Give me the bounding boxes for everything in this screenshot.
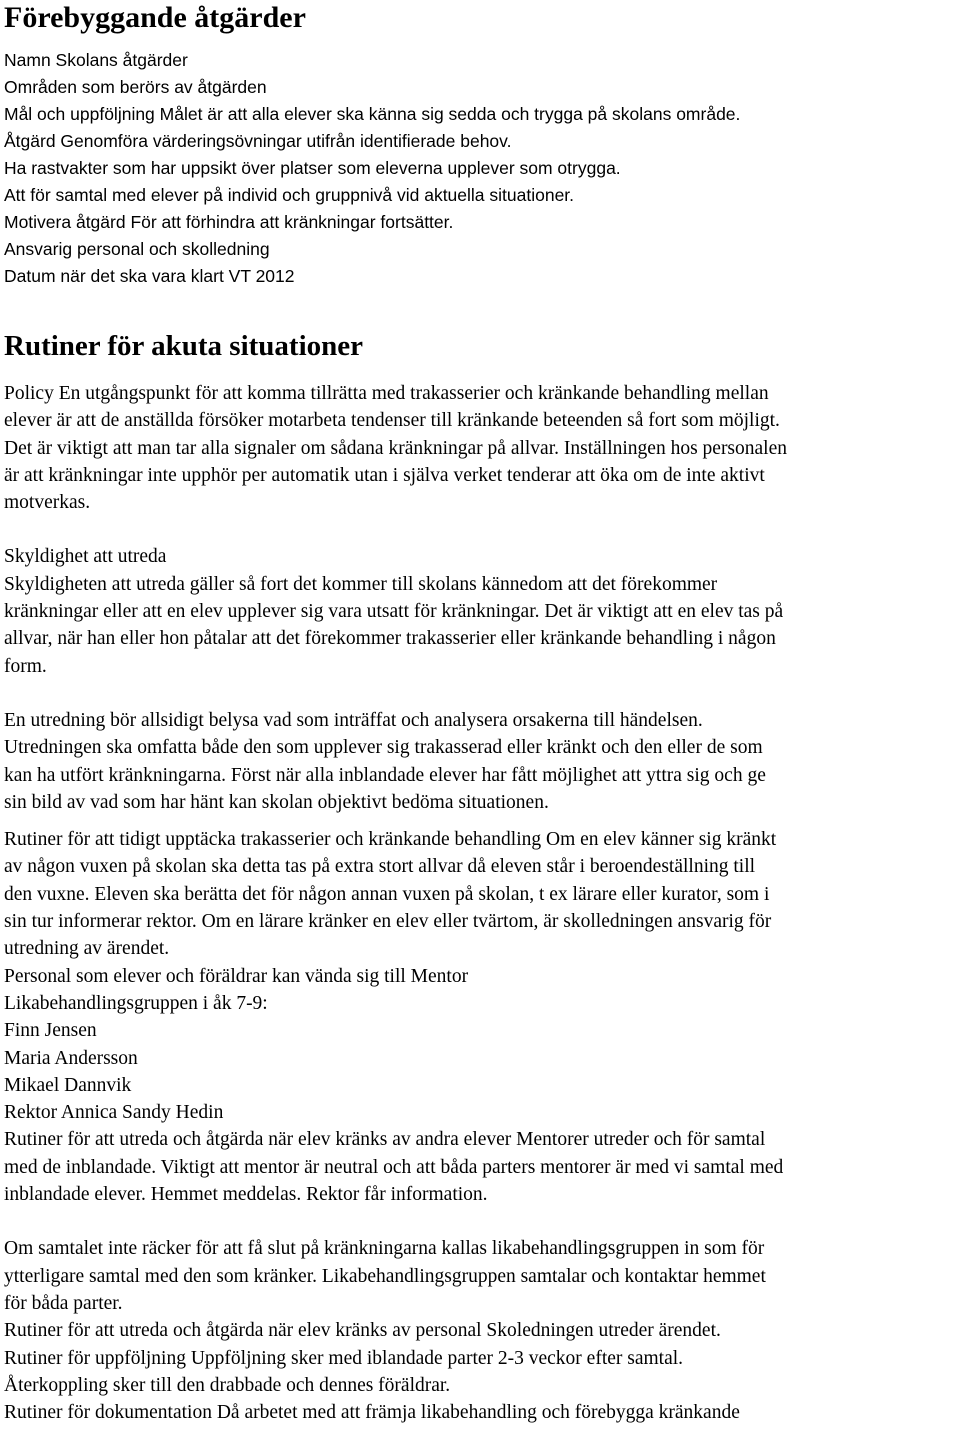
equality-group-heading: Likabehandlingsgruppen i åk 7-9: xyxy=(4,992,268,1014)
prevention-measures-block xyxy=(4,47,954,290)
investigation-line: En utredning bör allsidigt belysa vad som inträffat och analysera orsakerna till händelsen. xyxy=(4,709,703,731)
policy-line: Det är viktigt att man tar alla signaler om sådana kränkningar på allvar. Inställningen hos personalen xyxy=(4,437,787,459)
policy-line: är att kränkningar inte upphör per automatik utan i själva verket tenderar att öka om de inte aktivt xyxy=(4,464,765,486)
followup-paragraph xyxy=(4,1235,954,1426)
page-title: Förebyggande åtgärder xyxy=(4,1,306,34)
investigation-paragraph xyxy=(4,707,954,816)
group-member-name: Maria Andersson xyxy=(4,1047,138,1069)
policy-line: motverkas. xyxy=(4,492,91,514)
prevention-line: Datum när det ska vara klart VT 2012 xyxy=(4,266,295,286)
prevention-line: Motivera åtgärd För att förhindra att kränkningar fortsätter. xyxy=(4,212,454,232)
followup-line: ytterligare samtal med den som kränker. Likabehandlingsgruppen samtalar och kontaktar hemmet xyxy=(4,1265,766,1287)
policy-line: elever är att de anställda försöker motarbeta tendenser till kränkande beteenden så fort som möjligt. xyxy=(4,410,780,432)
contact-persons-line: Personal som elever och föräldrar kan vända sig till Mentor xyxy=(4,965,469,987)
early-detection-line: den vuxne. Eleven ska berätta det för någon annan vuxen på skolan, t ex lärare eller kurator, som i xyxy=(4,883,770,905)
followup-line: Rutiner för uppföljning Uppföljning sker med iblandade parter 2-3 veckor efter samtal. xyxy=(4,1347,684,1369)
prevention-line: Mål och uppföljning Målet är att alla elever ska känna sig sedda och trygga på skolans område. xyxy=(4,104,741,124)
duty-heading: Skyldighet att utreda xyxy=(4,546,167,568)
followup-line: Rutiner för att utreda och åtgärda när elev kränks av personal Skoledningen utreder ärendet. xyxy=(4,1320,721,1342)
early-detection-paragraph xyxy=(4,826,954,1208)
followup-line: Rutiner för dokumentation Då arbetet med att främja likabehandling och förebygga kränkande xyxy=(4,1402,740,1424)
section-heading-acute-routines: Rutiner för akuta situationer xyxy=(4,330,364,362)
early-detection-line: Rutiner för att tidigt upptäcka trakasserier och kränkande behandling Om en elev känner sig kränkt xyxy=(4,829,777,851)
duty-line: Skyldigheten att utreda gäller så fort det kommer till skolans kännedom att det förekommer xyxy=(4,573,718,595)
investigation-line: Utredningen ska omfatta både den som upplever sig trakasserad eller kränkt och den eller de som xyxy=(4,737,763,759)
prevention-line: Ansvarig personal och skolledning xyxy=(4,239,270,259)
student-routine-line: med de inblandade. Viktigt att mentor är neutral och att båda parters mentorer är med vi samtal med xyxy=(4,1156,784,1178)
policy-paragraph xyxy=(4,380,954,516)
student-routine-line: inblandade elever. Hemmet meddelas. Rektor får information. xyxy=(4,1184,488,1206)
early-detection-line: utredning av ärendet. xyxy=(4,938,170,960)
early-detection-line: av någon vuxen på skolan ska detta tas på extra stort allvar då eleven står i beroendeställning till xyxy=(4,856,756,878)
followup-line: Om samtalet inte räcker för att få slut på kränkningarna kallas likabehandlingsgruppen in som för xyxy=(4,1238,765,1260)
group-member-name: Mikael Dannvik xyxy=(4,1074,132,1096)
policy-line: Policy En utgångspunkt för att komma tillrätta med trakasserier och kränkande behandling mellan xyxy=(4,383,769,404)
prevention-line: Områden som berörs av åtgärden xyxy=(4,77,267,97)
duty-line: form. xyxy=(4,655,47,677)
followup-line: Återkoppling sker till den drabbade och dennes föräldrar. xyxy=(4,1374,451,1396)
group-member-name: Finn Jensen xyxy=(4,1020,97,1042)
prevention-line: Ha rastvakter som har uppsikt över platser som eleverna upplever som otrygga. xyxy=(4,158,621,178)
investigation-line: sin bild av vad som har hänt kan skolan objektivt bedöma situationen. xyxy=(4,791,549,813)
duty-to-investigate-paragraph xyxy=(4,543,954,679)
duty-line: allvar, när han eller hon påtalar att det förekommer trakasserier eller kränkande behandling i någon xyxy=(4,628,776,650)
prevention-line: Åtgärd Genomföra värderingsövningar utifrån identifierade behov. xyxy=(4,131,512,151)
prevention-line: Att för samtal med elever på individ och gruppnivå vid aktuella situationer. xyxy=(4,185,575,205)
duty-line: kränkningar eller att en elev upplever sig vara utsatt för kränkningar. Det är viktigt att en elev tas på xyxy=(4,601,784,623)
followup-line: för båda parter. xyxy=(4,1292,123,1314)
early-detection-line: sin tur informerar rektor. Om en lärare kränker en elev eller tvärtom, är skolledningen ansvarig för xyxy=(4,911,772,933)
principal-name: Rektor Annica Sandy Hedin xyxy=(4,1102,224,1124)
investigation-line: kan ha utfört kränkningarna. Först när alla inblandade elever har fått möjlighet att yttra sig och ge xyxy=(4,764,766,786)
student-routine-line: Rutiner för att utreda och åtgärda när elev kränks av andra elever Mentorer utreder och för samtal xyxy=(4,1129,766,1151)
prevention-line: Namn Skolans åtgärder xyxy=(4,50,188,70)
